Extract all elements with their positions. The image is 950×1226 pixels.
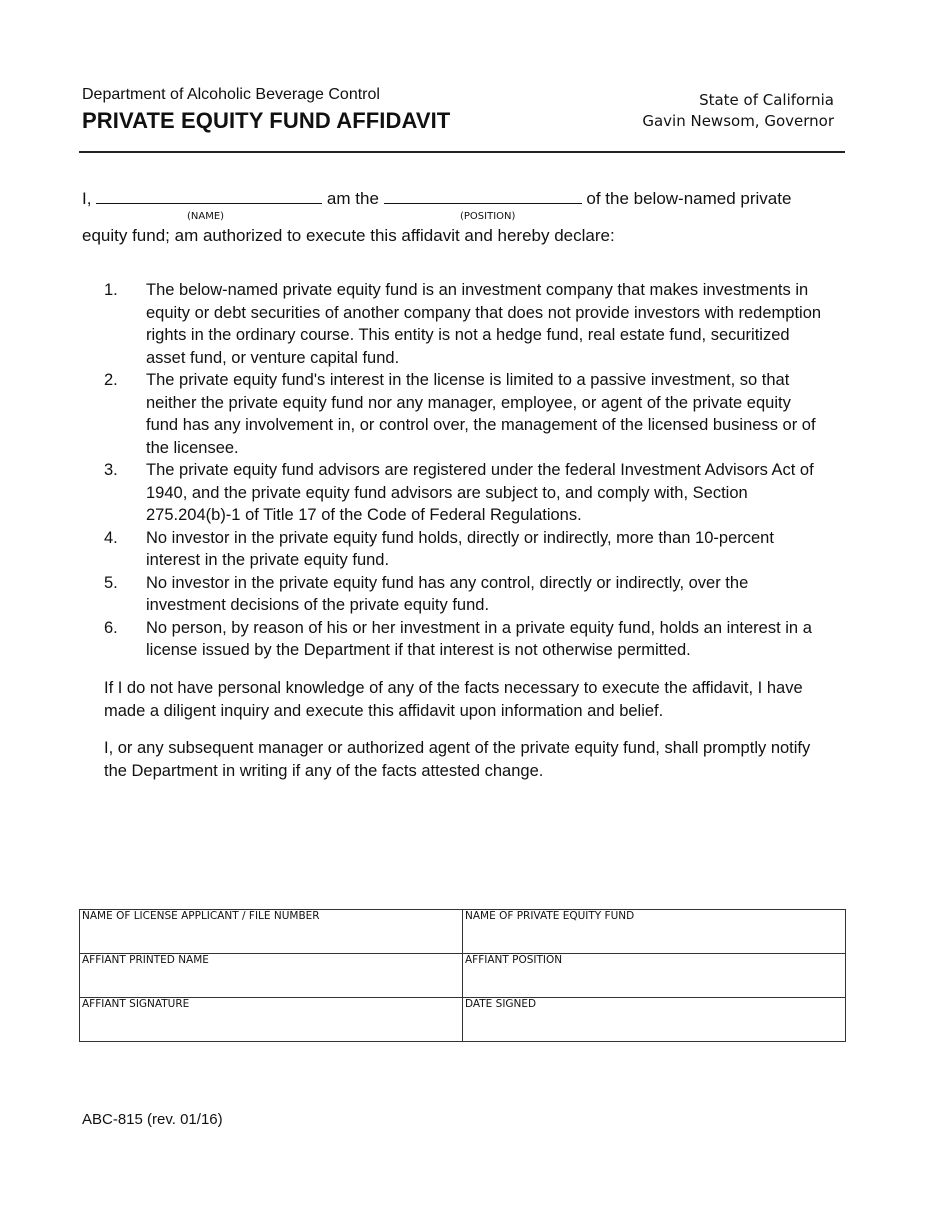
table-row <box>80 954 846 998</box>
item-text: The private equity fund's interest in the license is limited to a passive investment, so that neither the private equity fund nor any manager, employee, or agent of the private equity fund has any involvement in, or control over, the management of the licensed business or of the licensee. <box>146 371 816 457</box>
list-item <box>104 279 824 369</box>
item-text: No investor in the private equity fund has any control, directly or indirectly, over the investment decisions of the private equity fund. <box>146 573 749 614</box>
list-item <box>104 572 824 617</box>
position-field[interactable] <box>384 189 582 204</box>
list-item <box>104 369 824 459</box>
table-row <box>80 910 846 954</box>
item-text: The private equity fund advisors are registered under the federal Investment Advisors Act of 1940, and the private equity fund advisors are subject to, and comply with, Section 275.204(b)-1 of Title 17 of the Code of Federal Regulations. <box>146 461 814 524</box>
item-number: 5. <box>104 573 118 592</box>
notify-paragraph: I, or any subsequent manager or authorized agent of the private equity fund, shall promptly notify the Department in writing if any of the facts attested change. <box>104 739 811 780</box>
item-text: No investor in the private equity fund holds, directly or indirectly, more than 10-percent interest in the private equity fund. <box>146 528 774 569</box>
signature-field[interactable]: AFFIANT SIGNATURE <box>80 998 463 1042</box>
knowledge-paragraph: If I do not have personal knowledge of any of the facts necessary to execute the affidavit, I have made a diligent inquiry and execute this affidavit upon information and belief. <box>104 679 803 720</box>
form-number: ABC-815 (rev. 01/16) <box>82 1111 223 1128</box>
affiant-position-field[interactable]: AFFIANT POSITION <box>463 954 846 998</box>
list-item <box>104 617 824 662</box>
applicant-field[interactable]: NAME OF LICENSE APPLICANT / FILE NUMBER <box>80 910 463 954</box>
item-number: 4. <box>104 528 118 547</box>
declaration-continuation: equity fund; am authorized to execute this affidavit and hereby declare: <box>82 226 615 245</box>
department-name: Department of Alcoholic Beverage Control <box>82 86 380 103</box>
item-number: 3. <box>104 461 118 479</box>
declaration-prefix: I, <box>82 189 92 208</box>
declaration-list <box>104 279 824 662</box>
list-item <box>104 527 824 572</box>
declaration-suffix: of the below-named private <box>586 189 792 208</box>
item-text: No person, by reason of his or her investment in a private equity fund, holds an interest in a license issued by the Department if that interest is not otherwise permitted. <box>146 618 812 659</box>
printed-name-field[interactable]: AFFIANT PRINTED NAME <box>80 954 463 998</box>
item-number: 1. <box>104 281 118 299</box>
declaration-middle: am the <box>326 189 379 208</box>
header-divider <box>79 151 845 153</box>
position-caption: (POSITION) <box>460 211 516 222</box>
state-name: State of California <box>699 91 834 109</box>
list-item <box>104 459 824 527</box>
date-signed-field[interactable]: DATE SIGNED <box>463 998 846 1042</box>
name-field[interactable] <box>96 189 322 204</box>
state-block <box>642 90 834 132</box>
name-caption: (NAME) <box>187 211 225 222</box>
item-text: The below-named private equity fund is an investment company that makes investments in equity or debt securities of another company that does not provide investors with redemption rights in the ordinary course. This entity is not a hedge fund, real estate fund, securitized asset fund, or venture capital fund. <box>146 281 822 367</box>
declaration-line <box>82 189 791 209</box>
page-title: PRIVATE EQUITY FUND AFFIDAVIT <box>82 108 451 133</box>
governor-name: Gavin Newsom, Governor <box>642 112 834 130</box>
item-number: 6. <box>104 618 118 637</box>
table-row <box>80 998 846 1042</box>
signature-form-table <box>79 909 846 1042</box>
fund-name-field[interactable]: NAME OF PRIVATE EQUITY FUND <box>463 910 846 954</box>
item-number: 2. <box>104 371 118 389</box>
